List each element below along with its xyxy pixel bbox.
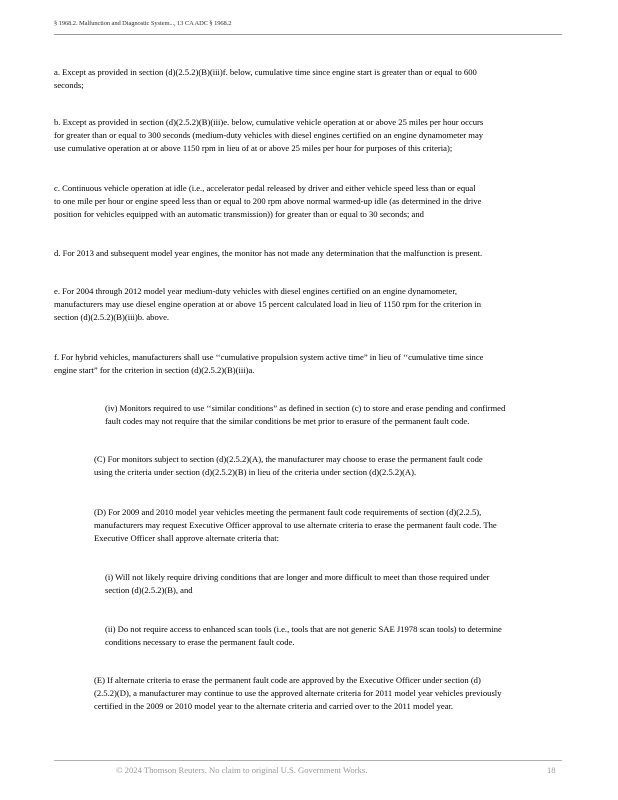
text-line: e. For 2004 through 2012 model year medium-duty vehicles with diesel engines certified on an engine dynamometer, [54,286,457,296]
text-line: section (d)(2.5.2)(B), and [105,585,193,595]
copyright-notice: © 2024 Thomson Reuters. No claim to original U.S. Government Works. [116,765,368,775]
text-line: for greater than or equal to 300 seconds (medium-duty vehicles with diesel engines certified on an engine dynamometer may [54,130,484,140]
footer-divider [54,760,562,761]
paragraph-a [54,66,477,92]
text-line: d. For 2013 and subsequent model year engines, the monitor has not made any determination that the malfunction is present. [54,248,483,258]
paragraph-c [54,182,481,221]
text-line: c. Continuous vehicle operation at idle (i.e., accelerator pedal released by driver and either vehicle speed less than or equal [54,183,476,193]
text-line: (D) For 2009 and 2010 model year vehicles meeting the permanent fault code requirements of section (d)(2.2.5), [94,507,482,517]
text-line: (2.5.2)(D), a manufacturer may continue to use the approved alternate criteria for 2011 model year vehicles previously [94,688,502,698]
text-line: position for vehicles equipped with an automatic transmission)) for greater than or equal to 30 seconds; and [54,209,424,219]
paragraph-d [54,247,482,260]
text-line: manufacturers may request Executive Officer approval to use alternate criteria to erase the permanent fault code. The [94,520,497,530]
paragraph-iv [105,402,505,428]
text-line: section (d)(2.5.2)(B)(iii)b. above. [54,312,170,322]
text-line: using the criteria under section (d)(2.5.2)(B) in lieu of the criteria under section (d)(2.5.2)(A). [94,467,417,477]
text-line: (C) For monitors subject to section (d)(2.5.2)(A), the manufacturer may choose to erase the permanent fault code [94,454,483,464]
text-line: (ii) Do not require access to enhanced scan tools (i.e., tools that are not generic SAE J1978 scan tools) to determine [105,624,502,634]
text-line: (iv) Monitors required to use ‘‘similar conditions” as defined in section (c) to store and erase pending and confirmed [105,403,506,413]
text-line: f. For hybrid vehicles, manufacturers shall use ‘‘cumulative propulsion system active time” in lieu of ‘‘cumulative time since [54,352,484,362]
text-line: use cumulative operation at or above 1150 rpm in lieu of at or above 25 miles per hour for purposes of this criteria); [54,143,453,153]
paragraph-i [105,571,490,597]
text-line: seconds; [54,80,84,90]
paragraph-C [94,453,483,479]
running-header: § 1968.2. Malfunction and Diagnostic System..., 13 CA ADC § 1968.2 [54,20,232,27]
paragraph-ii [105,623,502,649]
text-line: manufacturers may use diesel engine operation at or above 15 percent calculated load in lieu of 1150 rpm for the criterion in [54,299,482,309]
text-line: Executive Officer shall approve alternate criteria that: [94,533,279,543]
text-line: a. Except as provided in section (d)(2.5.2)(B)(iii)f. below, cumulative time since engine start is greater than or equal to 600 [54,67,477,77]
paragraph-D [94,506,497,545]
paragraph-e [54,285,481,324]
text-line: certified in the 2009 or 2010 model year to the alternate criteria and carried over to the 2011 model year. [94,701,454,711]
text-line: fault codes may not require that the similar conditions be met prior to erasure of the permanent fault code. [105,416,470,426]
header-divider [54,34,562,35]
paragraph-f [54,351,483,377]
text-line: b. Except as provided in section (d)(2.5.2)(B)(iii)e. below, cumulative vehicle operation at or above 25 miles per hour occurs [54,117,484,127]
text-line: (i) Will not likely require driving conditions that are longer and more difficult to meet than those required under [105,572,490,582]
paragraph-b [54,116,483,155]
page-number: 18 [547,765,556,775]
text-line: to one mile per hour or engine speed less than or equal to 200 rpm above normal warmed-up idle (as determined in the drive [54,196,482,206]
text-line: conditions necessary to erase the permanent fault code. [105,637,295,647]
text-line: (E) If alternate criteria to erase the permanent fault code are approved by the Executive Officer under section (d) [94,675,481,685]
paragraph-E [94,674,502,713]
text-line: engine start” for the criterion in section (d)(2.5.2)(B)(iii)a. [54,365,255,375]
